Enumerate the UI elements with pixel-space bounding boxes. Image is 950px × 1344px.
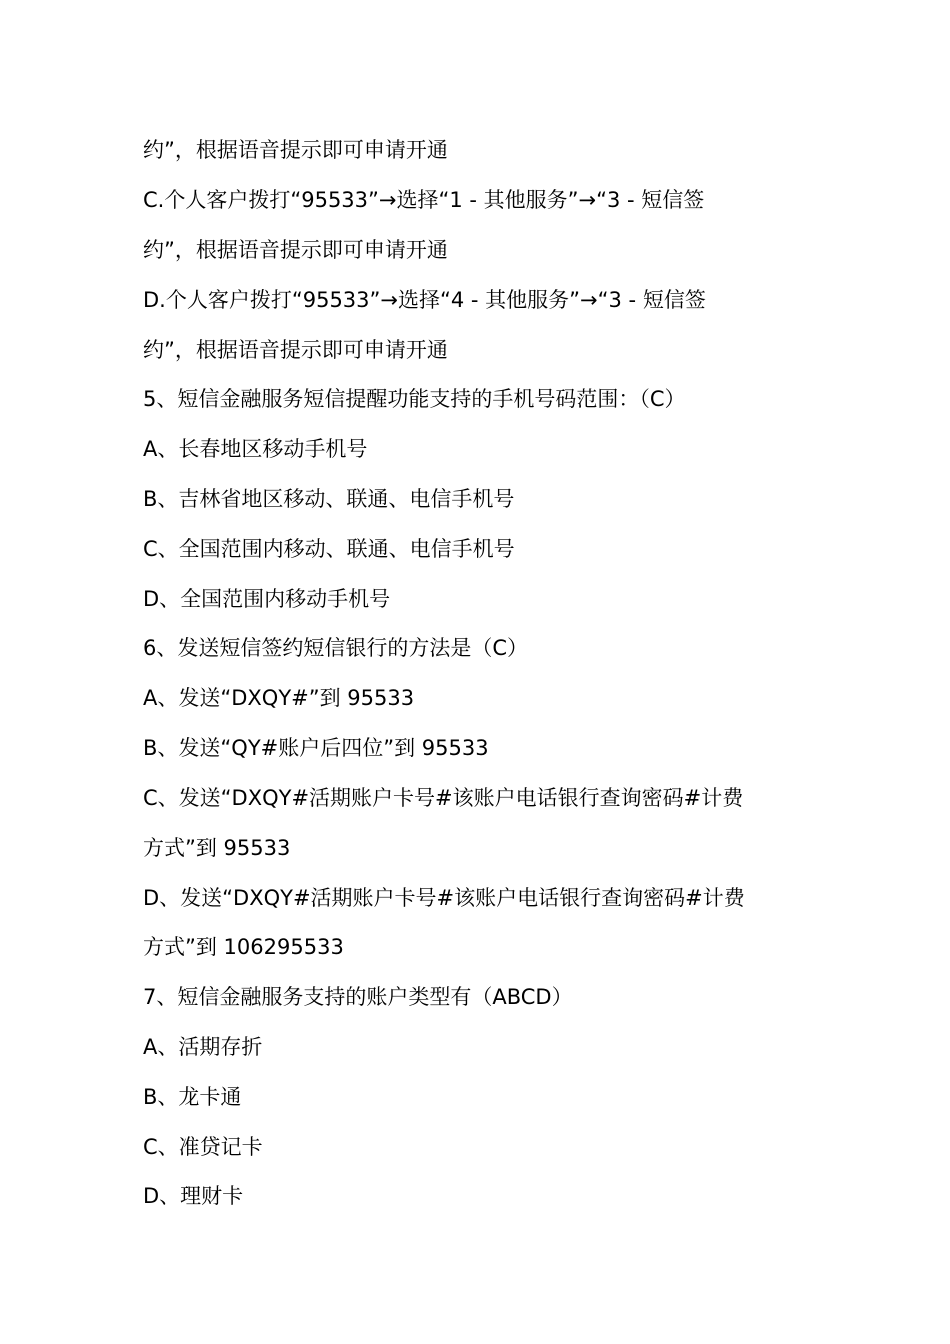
- text-line: C.个人客户拨打“95533”→选择“1 - 其他服务”→“3 - 短信签: [143, 188, 705, 212]
- option-c: C、准贷记卡: [143, 1135, 263, 1159]
- option-a: A、活期存折: [143, 1035, 263, 1059]
- option-a: A、发送“DXQY#”到 95533: [143, 686, 415, 710]
- text-line: 约”，根据语音提示即可申请开通: [143, 338, 448, 362]
- option-c: C、全国范围内移动、联通、电信手机号: [143, 537, 515, 561]
- option-b: B、发送“QY#账户后四位”到 95533: [143, 736, 489, 760]
- option-d: D、理财卡: [143, 1184, 244, 1208]
- question-6: 6、发送短信签约短信银行的方法是（C）: [143, 636, 529, 660]
- text-line: 约”，根据语音提示即可申请开通: [143, 138, 448, 162]
- option-b: B、龙卡通: [143, 1085, 242, 1109]
- text-line: 方式”到 106295533: [143, 935, 344, 959]
- question-7: 7、短信金融服务支持的账户类型有（ABCD）: [143, 985, 573, 1009]
- option-c: C、发送“DXQY#活期账户卡号#该账户电话银行查询密码#计费: [143, 786, 744, 810]
- option-b: B、吉林省地区移动、联通、电信手机号: [143, 487, 515, 511]
- text-line: 方式”到 95533: [143, 836, 291, 860]
- option-d: D、全国范围内移动手机号: [143, 587, 391, 611]
- question-5: 5、短信金融服务短信提醒功能支持的手机号码范围：（C）: [143, 387, 686, 411]
- option-d: D、发送“DXQY#活期账户卡号#该账户电话银行查询密码#计费: [143, 886, 745, 910]
- option-a: A、长春地区移动手机号: [143, 437, 368, 461]
- text-line: 约”，根据语音提示即可申请开通: [143, 238, 448, 262]
- text-line: D.个人客户拨打“95533”→选择“4 - 其他服务”→“3 - 短信签: [143, 288, 706, 312]
